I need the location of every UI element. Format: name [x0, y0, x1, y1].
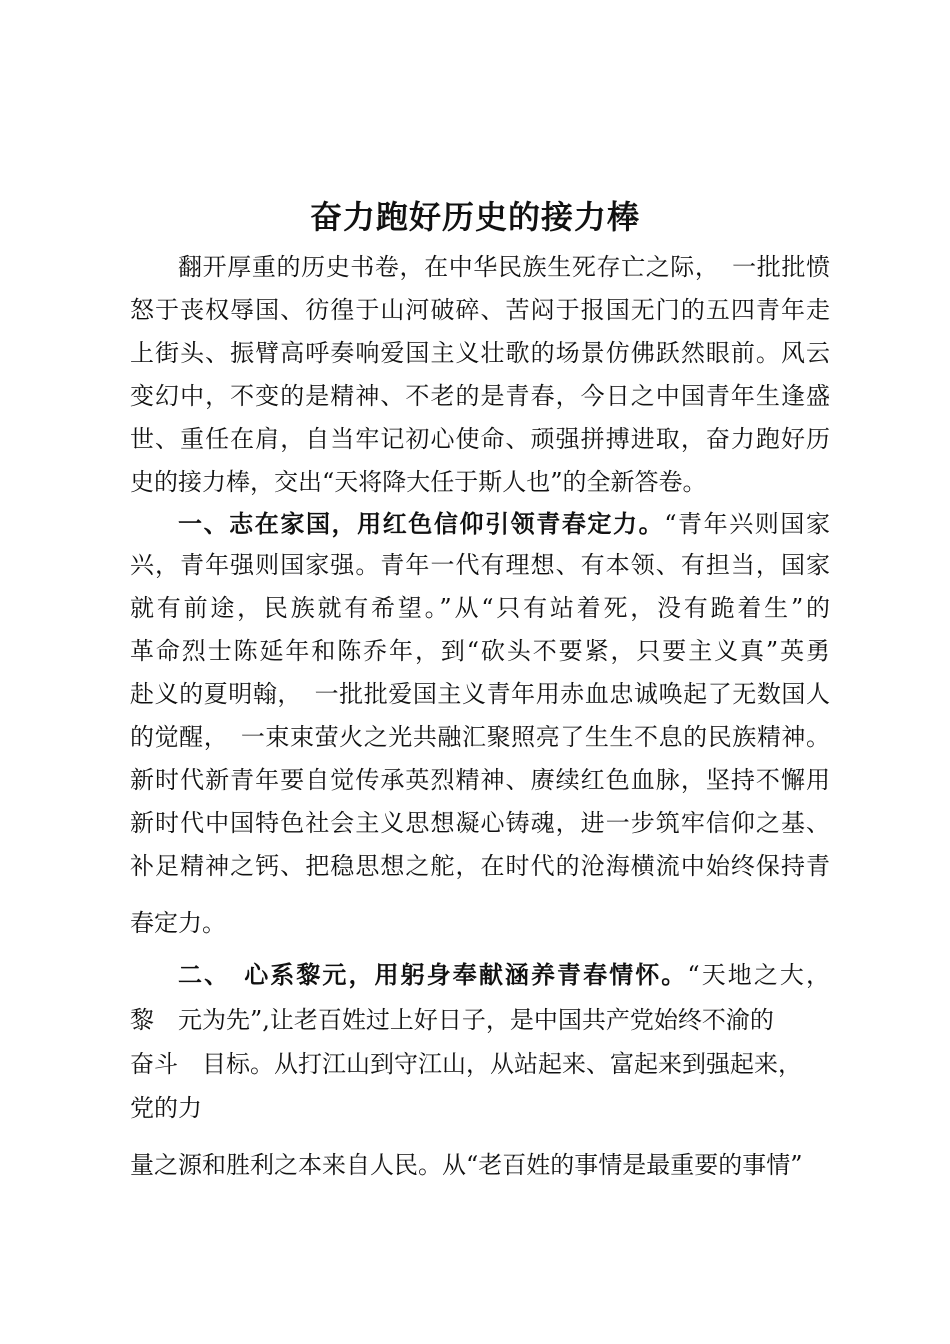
section-1-first-line	[178, 509, 830, 539]
section-2-line-3: 奋斗 目标。从打江山到守江山，从站起来、富起来到强起来，	[130, 1050, 802, 1078]
document-title: 奋力跑好历史的接力棒	[309, 198, 640, 236]
section-2-line-2: 黎 元为先”,让老百姓过上好日子，是中国共产党始终不渝的	[130, 1006, 774, 1034]
section-2-first-line	[178, 960, 830, 990]
paragraph-1-line-3: 上街头、振臂高呼奏响爱国主义壮歌的场景仿佛跃然眼前。风云	[130, 339, 830, 367]
paragraph-1-line-5: 世、重任在肩，自当牢记初心使命、顽强拼搏进取，奋力跑好历	[130, 425, 830, 453]
section-1-first-line-text: “青年兴则国家	[664, 510, 830, 538]
section-1-line-6: 的觉醒， 一束束萤火之光共融汇聚照亮了生生不息的民族精神。	[130, 723, 830, 751]
section-1-line-9: 补足精神之钙、把稳思想之舵，在时代的沧海横流中始终保持青	[130, 852, 830, 880]
section-2-first-line-text: “天地之大，	[687, 961, 830, 989]
paragraph-1-line-1: 翻开厚重的历史书卷，在中华民族生死存亡之际， 一批批愤	[178, 253, 830, 281]
section-1-line-10: 春定力。	[130, 909, 226, 937]
section-2-line-4: 党的力	[130, 1094, 202, 1122]
section-1-line-5: 赴义的夏明翰， 一批批爱国主义青年用赤血忠诚唤起了无数国人	[130, 680, 830, 708]
section-1-line-2: 兴，青年强则国家强。青年一代有理想、有本领、有担当，国家	[130, 551, 830, 579]
section-1-line-7: 新时代新青年要自觉传承英烈精神、赓续红色血脉，坚持不懈用	[130, 766, 830, 794]
section-1-heading: 一、志在家国，用红色信仰引领青春定力。	[178, 510, 665, 538]
section-1-line-4: 革命烈士陈延年和陈乔年，到“砍头不要紧，只要主义真”英勇	[130, 637, 830, 665]
paragraph-1-line-6: 史的接力棒，交出“天将降大任于斯人也”的全新答卷。	[130, 468, 707, 496]
section-2-line-5: 量之源和胜利之本来自人民。从“老百姓的事情是最重要的事情”	[130, 1151, 803, 1179]
section-1-line-3: 就有前途，民族就有希望。”从“只有站着死，没有跪着生”的	[130, 594, 830, 622]
section-2-heading: 二、 心系黎元，用躬身奉献涵养青春情怀。	[178, 961, 688, 989]
paragraph-1-line-4: 变幻中，不变的是精神、不老的是青春，今日之中国青年生逢盛	[130, 382, 830, 410]
section-1-line-8: 新时代中国特色社会主义思想凝心铸魂，进一步筑牢信仰之基、	[130, 809, 830, 837]
paragraph-1-line-2: 怒于丧权辱国、彷徨于山河破碎、苦闷于报国无门的五四青年走	[130, 296, 830, 324]
